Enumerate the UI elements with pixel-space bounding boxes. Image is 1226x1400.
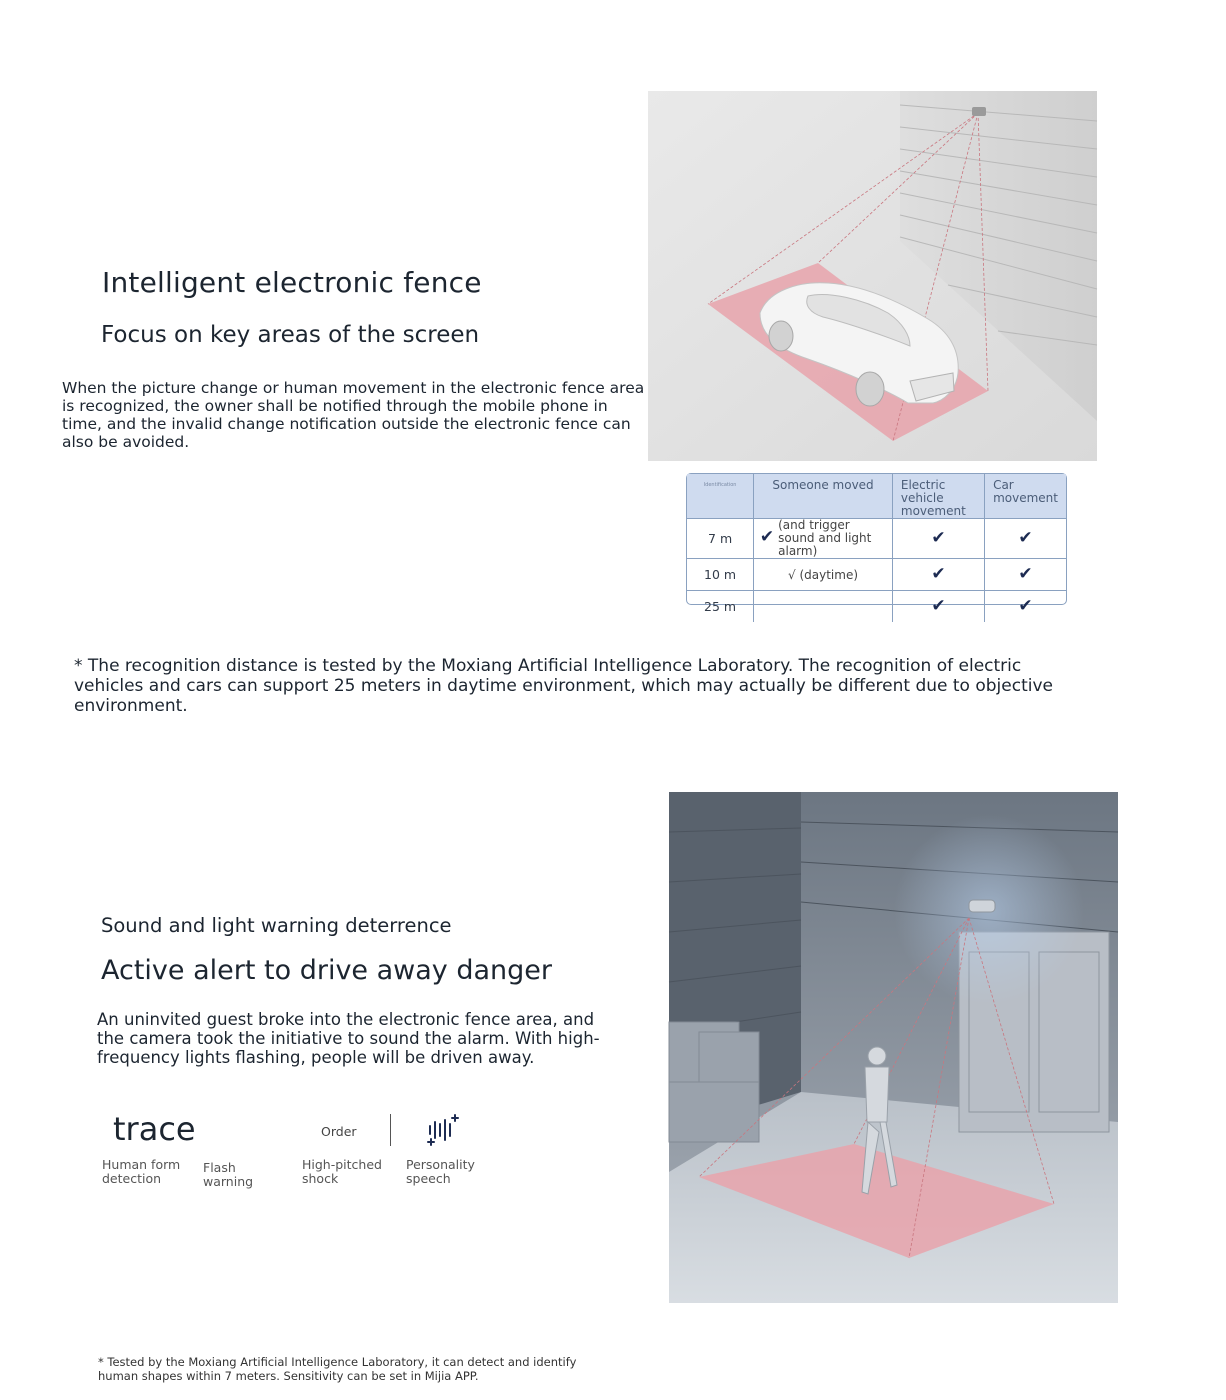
shock-label: High-pitched shock [302, 1157, 382, 1186]
check-icon: ✔ [1018, 528, 1033, 548]
car-cell [985, 519, 1066, 559]
header-someone-moved: Someone moved [754, 474, 893, 519]
someone-note: √ (daytime) [788, 568, 859, 582]
check-icon: ✔ [759, 527, 775, 547]
recognition-footnote: * The recognition distance is tested by the Moxiang Artificial Intelligence Laboratory. The recognition of electric vehicles and cars can support 25 meters in daytime environment, which may actually be different due to objective environment. [74, 656, 1053, 716]
intruder-alarm-illustration [669, 792, 1118, 1303]
feature-divider [390, 1114, 391, 1146]
table-row [687, 559, 1066, 591]
someone-moved-cell [754, 559, 893, 591]
check-icon: ✔ [931, 528, 946, 548]
car-cell [985, 591, 1066, 622]
distance-cell: 7 m [687, 519, 754, 559]
car-cell [985, 559, 1066, 591]
car-fence-illustration [648, 91, 1097, 461]
sound-wave-icon [426, 1112, 460, 1146]
recognition-distance-table [686, 473, 1067, 616]
check-icon: ✔ [931, 564, 946, 584]
check-icon: ✔ [931, 595, 946, 616]
section1-description: When the picture change or human movement in the electronic fence area is recognized, the owner shall be notified through the mobile phone in time, and the invalid change notification outside the electronic fence can also be avoided. [62, 379, 645, 451]
someone-moved-cell [754, 591, 893, 622]
section1-title: Intelligent electronic fence [102, 266, 482, 299]
speech-label: Personality speech [406, 1157, 475, 1186]
order-word: Order [321, 1124, 357, 1139]
flash-warning-label: Flash warning [203, 1160, 254, 1189]
section2-description: An uninvited guest broke into the electronic fence area, and the camera took the initiative to sound the alarm. With high-frequency lights flashing, people will be driven away. [97, 1010, 600, 1067]
ev-cell [892, 519, 984, 559]
ev-cell [892, 591, 984, 622]
table-corner-header: Identification [687, 474, 754, 519]
someone-moved-cell [754, 519, 893, 559]
distance-cell: 25 m [687, 591, 754, 622]
someone-note: (and trigger sound and light alarm) [778, 518, 872, 558]
trace-word: trace [113, 1110, 196, 1148]
distance-cell: 10 m [687, 559, 754, 591]
table-row [687, 519, 1066, 559]
check-icon: ✔ [1018, 595, 1033, 616]
intruder-alarm-scene-image [669, 792, 1118, 1303]
table-row [687, 591, 1066, 622]
section2-kicker: Sound and light warning deterrence [101, 914, 452, 937]
header-electric-vehicle: Electric vehicle movement [892, 474, 984, 519]
header-car-movement: Car movement [985, 474, 1066, 519]
section2-title: Active alert to drive away danger [101, 955, 553, 986]
car-fence-scene-image [648, 91, 1097, 461]
detection-footnote: * Tested by the Moxiang Artificial Intelligence Laboratory, it can detect and identify human shapes within 7 meters. Sensitivity can be set in Mijia APP. [98, 1355, 577, 1383]
section1-subtitle: Focus on key areas of the screen [101, 322, 480, 348]
human-form-label: Human form detection [102, 1157, 181, 1186]
ev-cell [892, 559, 984, 591]
check-icon: ✔ [1018, 564, 1033, 584]
